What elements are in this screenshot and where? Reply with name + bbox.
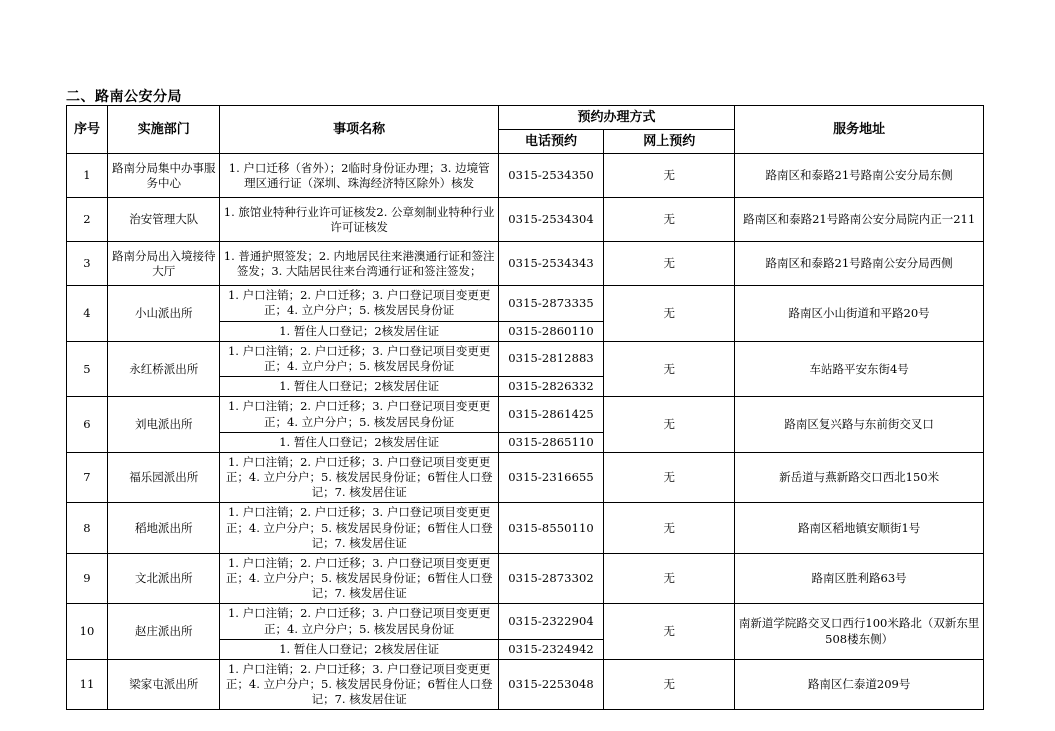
row-number: 10 [67,604,108,660]
col-header-online-appointment: 网上预约 [604,130,735,154]
row-service-address: 路南区和泰路21号路南公安分局西侧 [735,242,984,286]
table-row [67,242,984,286]
row-item-name: 1. 暂住人口登记；2核发居住证 [220,377,498,397]
table-row [67,503,984,554]
col-header-service-address: 服务地址 [735,106,984,154]
row-item-name: 1. 旅馆业特种行业许可证核发2. 公章刻制业特种行业许可证核发 [220,198,498,242]
row-item-name: 1. 暂住人口登记；2核发居住证 [220,432,498,452]
row-phone-appointment: 0315-8550110 [498,503,603,554]
service-directory-table [66,105,984,710]
row-phone-appointment: 0315-2316655 [498,452,603,503]
row-department: 路南分局集中办事服务中心 [107,154,220,198]
row-online-appointment: 无 [604,553,735,604]
row-online-appointment: 无 [604,659,735,710]
row-online-appointment: 无 [604,286,735,342]
row-item-name: 1. 户口迁移（省外）；2临时身份证办理；3. 边境管理区通行证（深圳、珠海经济特区除外）核发 [220,154,498,198]
row-service-address: 路南区和泰路21号路南公安分局东侧 [735,154,984,198]
table-row [67,397,984,432]
row-department: 永红桥派出所 [107,341,220,397]
row-number: 3 [67,242,108,286]
row-service-address: 路南区稻地镇安顺街1号 [735,503,984,554]
row-department: 赵庄派出所 [107,604,220,660]
row-online-appointment: 无 [604,397,735,453]
row-item-name: 1. 户口注销；2. 户口迁移；3. 户口登记项目变更更正；4. 立户分户；5. 核发居民身份证；6暂住人口登记；7. 核发居住证 [220,452,498,503]
row-service-address: 路南区仁泰道209号 [735,659,984,710]
row-item-name: 1. 户口注销；2. 户口迁移；3. 户口登记项目变更更正；4. 立户分户；5. 核发居民身份证；6暂住人口登记；7. 核发居住证 [220,553,498,604]
row-department: 小山派出所 [107,286,220,342]
row-online-appointment: 无 [604,604,735,660]
row-phone-appointment: 0315-2873302 [498,553,603,604]
row-service-address: 车站路平安东街4号 [735,341,984,397]
row-phone-appointment: 0315-2860110 [498,321,603,341]
row-department: 文北派出所 [107,553,220,604]
table-header [67,106,984,154]
table-row [67,154,984,198]
col-header-item-name: 事项名称 [220,106,498,154]
row-item-name: 1. 暂住人口登记；2核发居住证 [220,321,498,341]
row-online-appointment: 无 [604,154,735,198]
row-item-name: 1. 户口注销；2. 户口迁移；3. 户口登记项目变更更正；4. 立户分户；5. 核发居民身份证 [220,604,498,639]
table-header-row-1 [67,106,984,130]
table-row [67,659,984,710]
row-phone-appointment: 0315-2865110 [498,432,603,452]
row-number: 11 [67,659,108,710]
table-body [67,154,984,710]
row-online-appointment: 无 [604,242,735,286]
row-number: 5 [67,341,108,397]
row-item-name: 1. 暂住人口登记；2核发居住证 [220,639,498,659]
row-number: 9 [67,553,108,604]
row-service-address: 路南区复兴路与东前街交叉口 [735,397,984,453]
row-item-name: 1. 普通护照签发；2. 内地居民往来港澳通行证和签注签发；3. 大陆居民往来台湾通行证和签注签发； [220,242,498,286]
table-row [67,198,984,242]
row-phone-appointment: 0315-2826332 [498,377,603,397]
row-online-appointment: 无 [604,452,735,503]
col-header-appointment-group: 预约办理方式 [498,106,734,130]
table-row [67,452,984,503]
row-phone-appointment: 0315-2861425 [498,397,603,432]
row-number: 6 [67,397,108,453]
row-department: 路南分局出入境接待大厅 [107,242,220,286]
row-number: 8 [67,503,108,554]
row-phone-appointment: 0315-2534304 [498,198,603,242]
row-item-name: 1. 户口注销；2. 户口迁移；3. 户口登记项目变更更正；4. 立户分户；5. 核发居民身份证 [220,397,498,432]
row-number: 2 [67,198,108,242]
row-service-address: 路南区胜利路63号 [735,553,984,604]
row-online-appointment: 无 [604,503,735,554]
row-phone-appointment: 0315-2322904 [498,604,603,639]
row-item-name: 1. 户口注销；2. 户口迁移；3. 户口登记项目变更更正；4. 立户分户；5. 核发居民身份证 [220,286,498,321]
table-row [67,604,984,639]
row-phone-appointment: 0315-2873335 [498,286,603,321]
row-item-name: 1. 户口注销；2. 户口迁移；3. 户口登记项目变更更正；4. 立户分户；5. 核发居民身份证；6暂住人口登记；7. 核发居住证 [220,659,498,710]
row-department: 稻地派出所 [107,503,220,554]
row-service-address: 路南区和泰路21号路南公安分局院内正一211 [735,198,984,242]
row-phone-appointment: 0315-2534350 [498,154,603,198]
row-phone-appointment: 0315-2534343 [498,242,603,286]
row-online-appointment: 无 [604,341,735,397]
col-header-department: 实施部门 [107,106,220,154]
row-department: 福乐园派出所 [107,452,220,503]
row-number: 1 [67,154,108,198]
row-service-address: 新岳道与燕新路交口西北150米 [735,452,984,503]
row-department: 刘电派出所 [107,397,220,453]
row-online-appointment: 无 [604,198,735,242]
row-item-name: 1. 户口注销；2. 户口迁移；3. 户口登记项目变更更正；4. 立户分户；5. 核发居民身份证；6暂住人口登记；7. 核发居住证 [220,503,498,554]
row-department: 梁家屯派出所 [107,659,220,710]
row-phone-appointment: 0315-2253048 [498,659,603,710]
col-header-no: 序号 [67,106,108,154]
table-row [67,341,984,376]
row-number: 4 [67,286,108,342]
row-department: 治安管理大队 [107,198,220,242]
row-item-name: 1. 户口注销；2. 户口迁移；3. 户口登记项目变更更正；4. 立户分户；5. 核发居民身份证 [220,341,498,376]
table-row [67,286,984,321]
col-header-phone-appointment: 电话预约 [498,130,603,154]
table-row [67,553,984,604]
row-service-address: 南新道学院路交叉口西行100米路北（双新东里508楼东侧） [735,604,984,660]
row-phone-appointment: 0315-2812883 [498,341,603,376]
row-number: 7 [67,452,108,503]
row-service-address: 路南区小山街道和平路20号 [735,286,984,342]
row-phone-appointment: 0315-2324942 [498,639,603,659]
section-title: 二、路南公安分局 [66,89,182,105]
